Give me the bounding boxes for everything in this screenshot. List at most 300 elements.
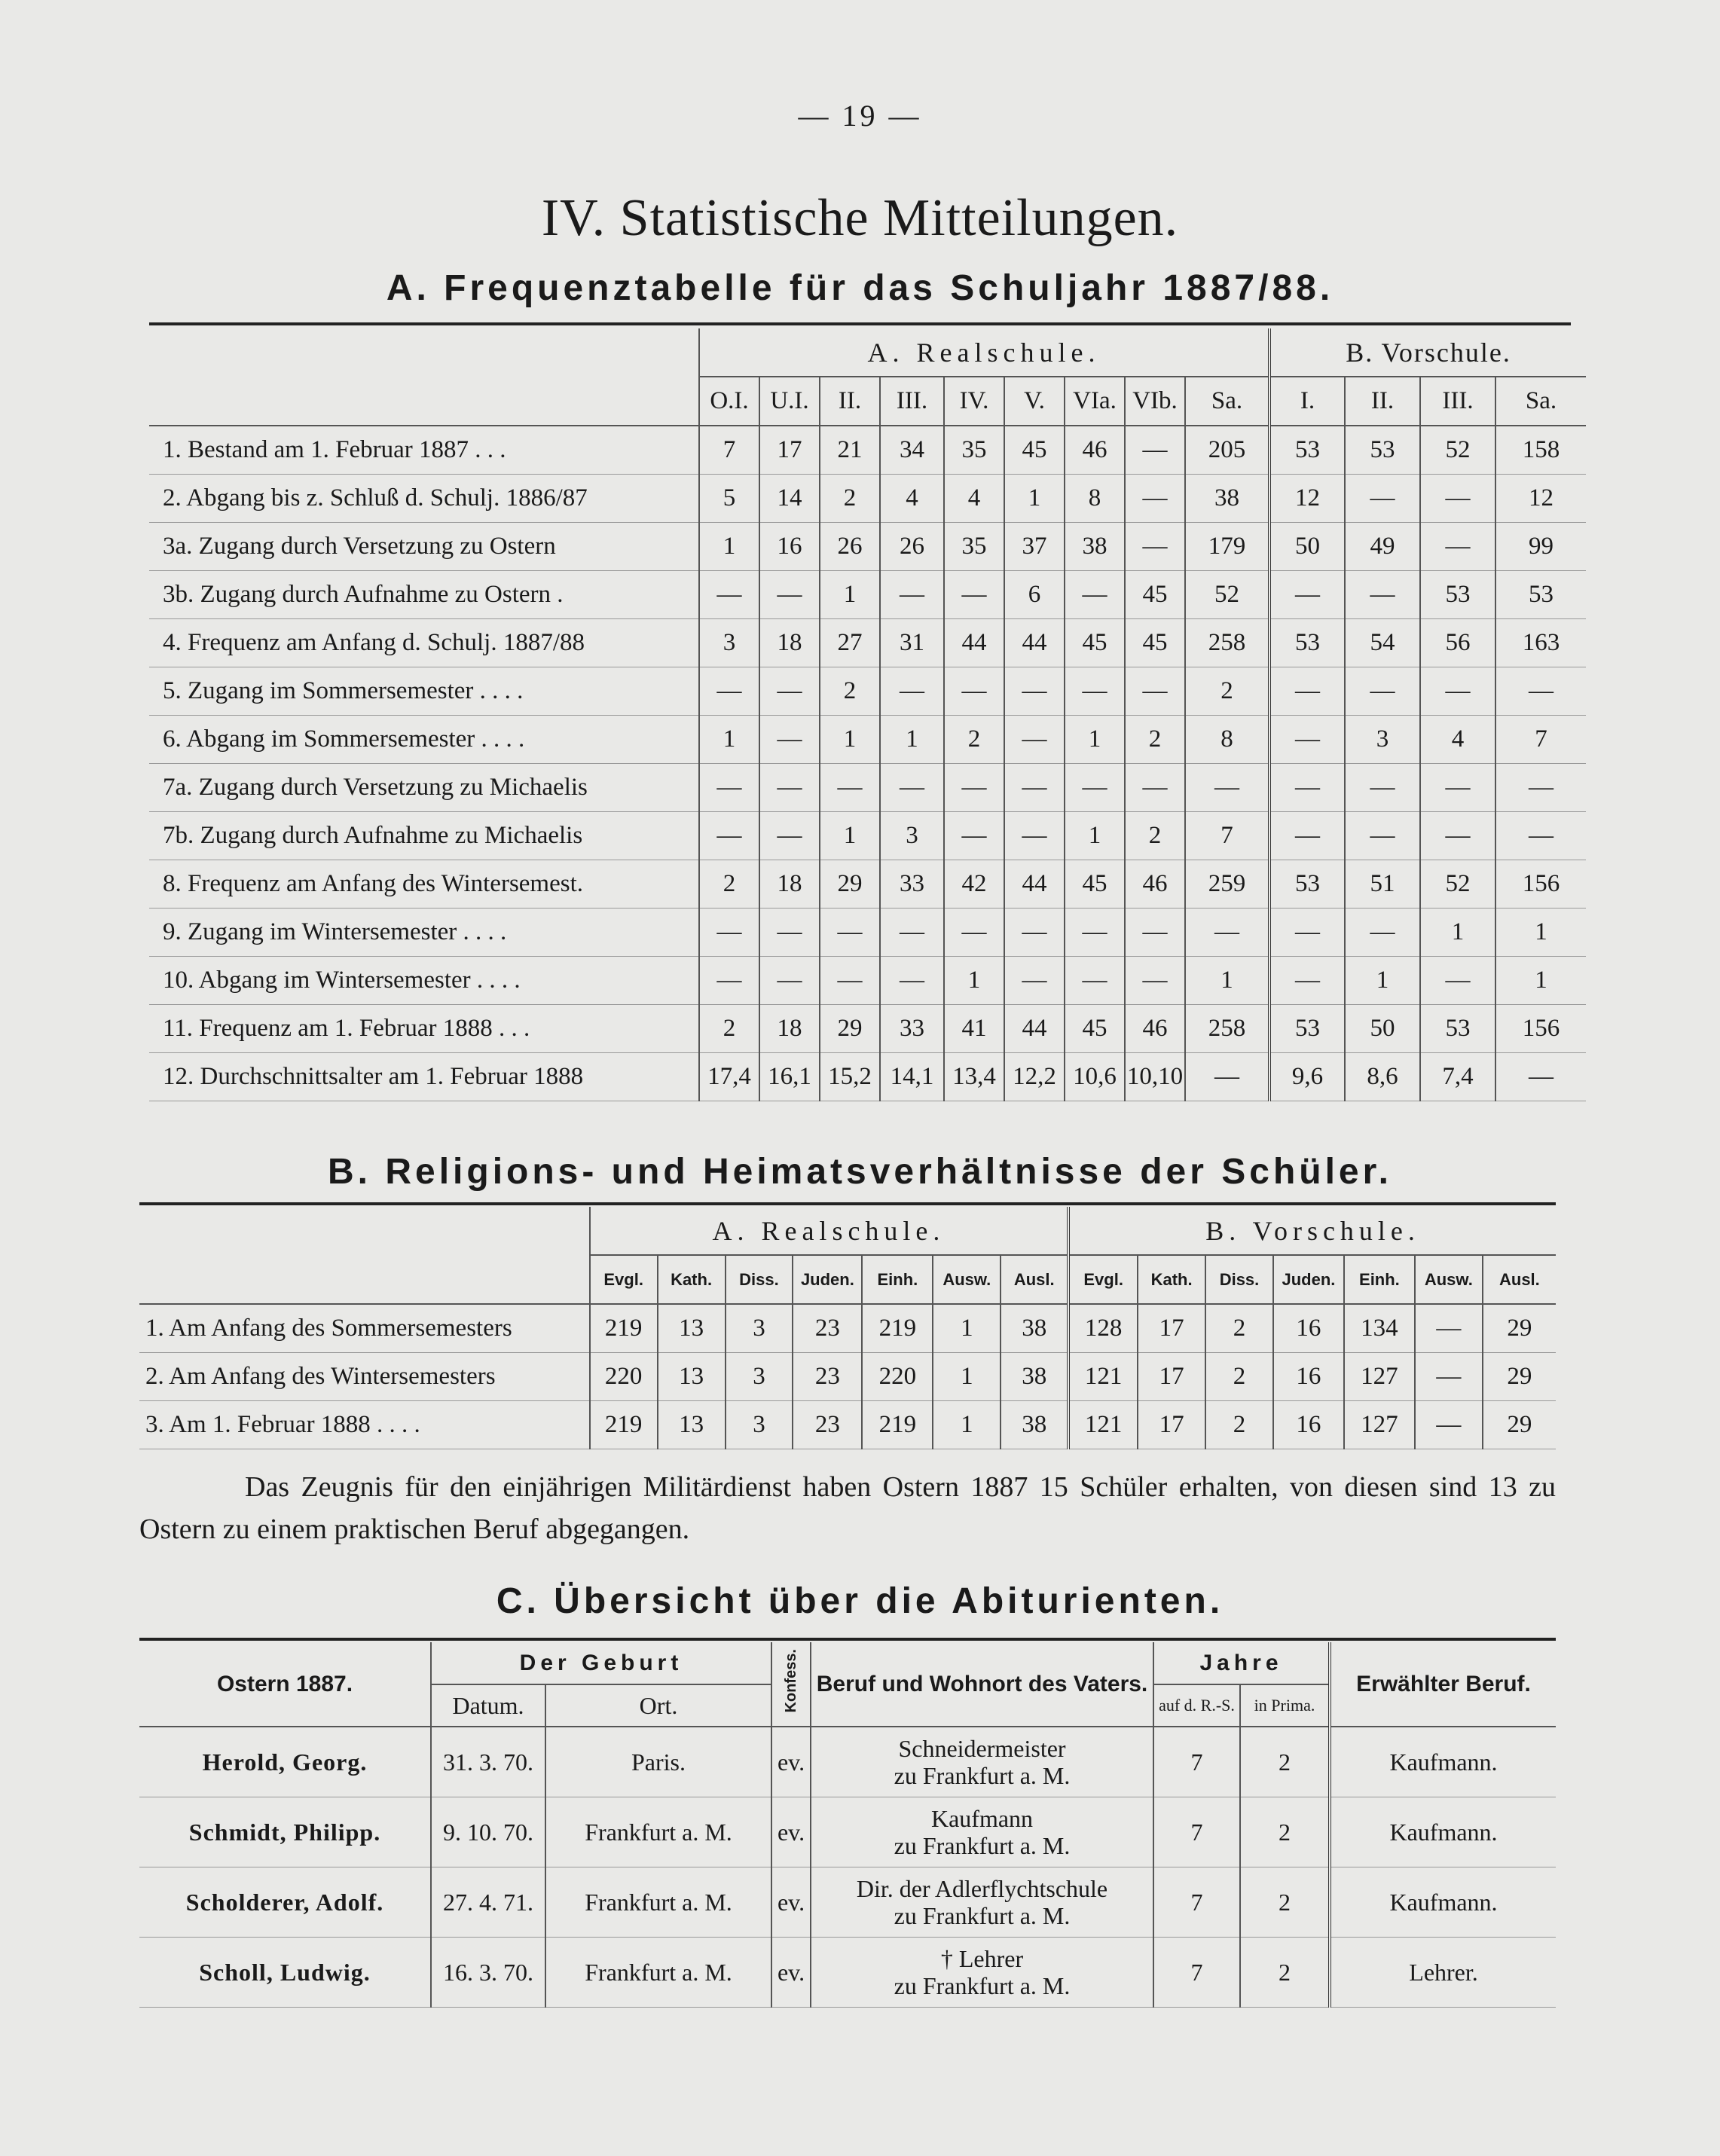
table-cell: 156 (1495, 860, 1586, 909)
table-row (149, 1005, 1586, 1053)
table-cell: 44 (1004, 860, 1065, 909)
table-cell: 10,6 (1065, 1053, 1125, 1101)
row-label: 11. Frequenz am 1. Februar 1888 . . . (149, 1005, 699, 1053)
years-prima: 2 (1240, 1727, 1330, 1797)
table-cell: 1 (933, 1401, 1001, 1449)
student-name: Scholderer, Adolf. (139, 1867, 431, 1938)
years-prima: 2 (1240, 1797, 1330, 1867)
page-title: IV. Statistische Mitteilungen. (541, 189, 1179, 247)
table-cell: 45 (1065, 1005, 1125, 1053)
table-cell: — (1065, 764, 1125, 812)
table-cell: — (1065, 909, 1125, 957)
table-cell: — (1415, 1401, 1483, 1449)
table-row (139, 1304, 1556, 1353)
birth-place: Paris. (545, 1727, 771, 1797)
table-cell: — (1345, 475, 1420, 523)
table-cell: 16 (759, 523, 820, 571)
table-row (149, 523, 1586, 571)
table-cell: 16 (1273, 1401, 1344, 1449)
table-cell: 17,4 (699, 1053, 759, 1101)
table-cell: — (1065, 571, 1125, 619)
table-cell: — (699, 909, 759, 957)
column-header: VIa. (1065, 377, 1125, 426)
table-cell: 15,2 (820, 1053, 880, 1101)
years-realschule: 7 (1153, 1938, 1240, 2008)
table-cell: 99 (1495, 523, 1586, 571)
table-cell: 29 (820, 860, 880, 909)
section-c-heading: C. Übersicht über die Abiturienten. (496, 1581, 1224, 1621)
table-cell: 53 (1269, 1005, 1345, 1053)
table-cell: — (1345, 667, 1420, 716)
column-header: Ausw. (1415, 1255, 1483, 1304)
header-auf: auf d. R.-S. (1153, 1684, 1240, 1727)
column-header: Kath. (1138, 1255, 1205, 1304)
chosen-profession: Kaufmann. (1330, 1867, 1556, 1938)
father-residence: zu Frankfurt a. M. (894, 1762, 1071, 1789)
column-header: Diss. (1205, 1255, 1273, 1304)
row-label: 3b. Zugang durch Aufnahme zu Ostern . (149, 571, 699, 619)
table-cell: 33 (880, 860, 944, 909)
table-cell: 163 (1495, 619, 1586, 667)
table-cell: — (820, 909, 880, 957)
table-row (149, 667, 1586, 716)
table-cell: 1 (820, 571, 880, 619)
table-cell: — (759, 909, 820, 957)
table-cell: — (1269, 957, 1345, 1005)
table-cell: 53 (1420, 571, 1495, 619)
table-cell: 29 (1483, 1304, 1556, 1353)
column-header: III. (1420, 377, 1495, 426)
column-header: Juden. (1273, 1255, 1344, 1304)
table-cell: 1 (1065, 812, 1125, 860)
table-cell: — (1185, 1053, 1269, 1101)
table-cell: — (1415, 1304, 1483, 1353)
table-cell: 34 (880, 426, 944, 475)
table-cell: — (1065, 957, 1125, 1005)
abiturienten-table (139, 1642, 1556, 2008)
table-cell: 26 (880, 523, 944, 571)
table-cell: 23 (793, 1353, 862, 1401)
table-cell: 2 (699, 1005, 759, 1053)
table-cell: 219 (590, 1401, 658, 1449)
table-cell: — (1495, 667, 1586, 716)
table-cell: 53 (1269, 426, 1345, 475)
table-cell: 3 (726, 1401, 793, 1449)
table-cell: 13 (658, 1304, 726, 1353)
table-cell: — (699, 667, 759, 716)
table-cell: — (1185, 909, 1269, 957)
table-cell: 1 (699, 523, 759, 571)
table-cell: — (944, 667, 1004, 716)
table-cell: 2 (1205, 1353, 1273, 1401)
table-cell: 52 (1185, 571, 1269, 619)
father-residence: zu Frankfurt a. M. (894, 1902, 1071, 1929)
years-prima: 2 (1240, 1867, 1330, 1938)
birth-place: Frankfurt a. M. (545, 1867, 771, 1938)
table-cell: — (1125, 909, 1185, 957)
table-cell: 53 (1269, 860, 1345, 909)
table-cell: — (699, 812, 759, 860)
row-label: 1. Am Anfang des Sommersemesters (139, 1304, 590, 1353)
table-cell: — (1125, 426, 1185, 475)
father-residence: zu Frankfurt a. M. (894, 1972, 1071, 1999)
row-label: 7a. Zugang durch Versetzung zu Michaelis (149, 764, 699, 812)
birth-date: 16. 3. 70. (431, 1938, 545, 2008)
column-header: VIb. (1125, 377, 1185, 426)
table-cell: — (759, 667, 820, 716)
table-cell: 258 (1185, 1005, 1269, 1053)
table-row (149, 764, 1586, 812)
father-profession: Dir. der Adlerflychtschule (856, 1875, 1108, 1902)
table-row (149, 1053, 1586, 1101)
table-cell: 23 (793, 1304, 862, 1353)
table-cell: — (1125, 667, 1185, 716)
table-cell: 45 (1065, 860, 1125, 909)
page-number: — 19 — (798, 99, 922, 133)
table-cell: 1 (933, 1304, 1001, 1353)
table-cell: — (699, 957, 759, 1005)
column-header: Evgl. (1068, 1255, 1138, 1304)
group-header-vorschule: B. Vorschule. (1269, 328, 1586, 377)
table-cell: — (759, 764, 820, 812)
table-cell: 14,1 (880, 1053, 944, 1101)
section-a-rule (149, 322, 1571, 325)
table-cell: — (1420, 812, 1495, 860)
column-header: II. (1345, 377, 1420, 426)
column-header: Ausl. (1483, 1255, 1556, 1304)
table-row (149, 716, 1586, 764)
table-row (149, 475, 1586, 523)
table-cell: — (1420, 667, 1495, 716)
table-cell: — (880, 957, 944, 1005)
table-row (139, 1727, 1556, 1797)
chosen-profession: Lehrer. (1330, 1938, 1556, 2008)
column-header: U.I. (759, 377, 820, 426)
table-cell: 205 (1185, 426, 1269, 475)
table-cell: 219 (862, 1401, 933, 1449)
header-in: in Prima. (1240, 1684, 1330, 1727)
row-label: 7b. Zugang durch Aufnahme zu Michaelis (149, 812, 699, 860)
table-cell: — (880, 571, 944, 619)
table-cell: 156 (1495, 1005, 1586, 1053)
table-cell: — (1495, 1053, 1586, 1101)
table-cell: 259 (1185, 860, 1269, 909)
header-birth: Der Geburt (431, 1642, 771, 1684)
table-cell: 52 (1420, 860, 1495, 909)
table-cell: — (759, 716, 820, 764)
table-b-corner (139, 1207, 590, 1304)
table-cell: 17 (759, 426, 820, 475)
table-cell: — (759, 812, 820, 860)
table-cell: 7 (1495, 716, 1586, 764)
table-cell: — (1269, 764, 1345, 812)
table-cell: 56 (1420, 619, 1495, 667)
table-cell: 12 (1495, 475, 1586, 523)
table-cell: 33 (880, 1005, 944, 1053)
table-cell: 14 (759, 475, 820, 523)
table-cell: 51 (1345, 860, 1420, 909)
table-cell: — (1004, 764, 1065, 812)
table-cell: 45 (1125, 619, 1185, 667)
konfession: ev. (771, 1797, 811, 1867)
table-cell: — (1004, 909, 1065, 957)
row-label: 9. Zugang im Wintersemester . . . . (149, 909, 699, 957)
row-label: 8. Frequenz am Anfang des Wintersemest. (149, 860, 699, 909)
table-cell: 38 (1001, 1353, 1068, 1401)
table-cell: 1 (1345, 957, 1420, 1005)
table-cell: 1 (1065, 716, 1125, 764)
table-cell: — (880, 764, 944, 812)
column-header: Einh. (1344, 1255, 1415, 1304)
years-realschule: 7 (1153, 1797, 1240, 1867)
table-cell: 23 (793, 1401, 862, 1449)
table-cell: 10,10 (1125, 1053, 1185, 1101)
column-header: IV. (944, 377, 1004, 426)
table-cell: 29 (1483, 1353, 1556, 1401)
table-cell: 219 (862, 1304, 933, 1353)
table-cell: — (1345, 764, 1420, 812)
table-cell: 13 (658, 1401, 726, 1449)
header-chosen: Erwählter Beruf. (1330, 1642, 1556, 1727)
table-cell: 35 (944, 523, 1004, 571)
table-cell: — (1269, 716, 1345, 764)
table-cell: 49 (1345, 523, 1420, 571)
section-b-rule (139, 1202, 1556, 1205)
table-cell: 127 (1344, 1353, 1415, 1401)
years-realschule: 7 (1153, 1727, 1240, 1797)
table-cell: 9,6 (1269, 1053, 1345, 1101)
table-cell: — (699, 764, 759, 812)
table-cell: 29 (1483, 1401, 1556, 1449)
table-cell: 127 (1344, 1401, 1415, 1449)
table-cell: — (944, 764, 1004, 812)
table-cell: — (820, 957, 880, 1005)
table-cell: — (1004, 667, 1065, 716)
table-cell: 219 (590, 1304, 658, 1353)
table-row (149, 812, 1586, 860)
table-cell: 258 (1185, 619, 1269, 667)
table-cell: 18 (759, 619, 820, 667)
table-cell: 3 (880, 812, 944, 860)
table-cell: 5 (699, 475, 759, 523)
father-cell (811, 1938, 1153, 2008)
row-label: 2. Am Anfang des Wintersemesters (139, 1353, 590, 1401)
table-cell: 2 (944, 716, 1004, 764)
table-cell: 17 (1138, 1304, 1205, 1353)
table-cell: 26 (820, 523, 880, 571)
table-cell: 18 (759, 860, 820, 909)
years-prima: 2 (1240, 1938, 1330, 2008)
group-header-vorschule-b: B. Vorschule. (1068, 1207, 1556, 1255)
student-name: Herold, Georg. (139, 1727, 431, 1797)
row-label: 4. Frequenz am Anfang d. Schulj. 1887/88 (149, 619, 699, 667)
table-cell: — (1004, 957, 1065, 1005)
row-label: 6. Abgang im Sommersemester . . . . (149, 716, 699, 764)
table-cell: 53 (1495, 571, 1586, 619)
table-a-corner (149, 328, 699, 426)
table-cell: — (880, 667, 944, 716)
table-cell: 50 (1345, 1005, 1420, 1053)
chosen-profession: Kaufmann. (1330, 1797, 1556, 1867)
table-cell: 21 (820, 426, 880, 475)
military-paragraph-text: Das Zeugnis für den einjährigen Militärdienst haben Ostern 1887 15 Schüler erhalten, von diesen sind 13 zu Ostern zu einem praktischen Beruf abgegangen. (139, 1471, 1556, 1545)
table-cell: — (1269, 909, 1345, 957)
table-cell: 12 (1269, 475, 1345, 523)
table-cell: 3 (699, 619, 759, 667)
table-cell: — (880, 909, 944, 957)
table-cell: 31 (880, 619, 944, 667)
header-term: Ostern 1887. (139, 1642, 431, 1727)
table-cell: 38 (1185, 475, 1269, 523)
table-cell: — (1420, 764, 1495, 812)
table-cell: 2 (699, 860, 759, 909)
table-cell: — (759, 571, 820, 619)
birth-date: 27. 4. 71. (431, 1867, 545, 1938)
table-cell: 2 (1205, 1401, 1273, 1449)
row-label: 2. Abgang bis z. Schluß d. Schulj. 1886/87 (149, 475, 699, 523)
table-cell: — (1269, 667, 1345, 716)
table-cell: 1 (1420, 909, 1495, 957)
table-cell: 2 (820, 475, 880, 523)
column-header: III. (880, 377, 944, 426)
table-cell: — (820, 764, 880, 812)
father-profession: † Lehrer (940, 1945, 1024, 1972)
table-cell: 44 (1004, 1005, 1065, 1053)
table-cell: 1 (933, 1353, 1001, 1401)
father-cell (811, 1867, 1153, 1938)
student-name: Schmidt, Philipp. (139, 1797, 431, 1867)
table-cell: 35 (944, 426, 1004, 475)
table-row (139, 1938, 1556, 2008)
table-cell: 1 (880, 716, 944, 764)
table-cell: 7 (699, 426, 759, 475)
header-father: Beruf und Wohnort des Vaters. (811, 1642, 1153, 1727)
table-cell: — (944, 571, 1004, 619)
table-cell: 16 (1273, 1304, 1344, 1353)
table-cell: 50 (1269, 523, 1345, 571)
birth-date: 9. 10. 70. (431, 1797, 545, 1867)
column-header: Evgl. (590, 1255, 658, 1304)
table-cell: 29 (820, 1005, 880, 1053)
table-cell: 1 (1495, 957, 1586, 1005)
table-row (149, 860, 1586, 909)
military-paragraph (139, 1466, 1556, 1550)
table-cell: — (759, 957, 820, 1005)
student-name: Scholl, Ludwig. (139, 1938, 431, 2008)
column-header: I. (1269, 377, 1345, 426)
header-konfess-label: Konfess. (782, 1649, 799, 1713)
table-cell: 17 (1138, 1353, 1205, 1401)
table-cell: 16,1 (759, 1053, 820, 1101)
father-profession: Schneidermeister (898, 1735, 1066, 1762)
header-konfess (771, 1642, 811, 1727)
table-cell: 52 (1420, 426, 1495, 475)
table-row (149, 426, 1586, 475)
table-row (139, 1797, 1556, 1867)
table-cell: 220 (862, 1353, 933, 1401)
row-label: 3. Am 1. Februar 1888 . . . . (139, 1401, 590, 1449)
birth-date: 31. 3. 70. (431, 1727, 545, 1797)
table-row (149, 957, 1586, 1005)
frequency-table (149, 328, 1586, 1101)
table-cell: 8 (1185, 716, 1269, 764)
table-cell: — (1125, 475, 1185, 523)
table-cell: 38 (1001, 1401, 1068, 1449)
column-header: Sa. (1495, 377, 1586, 426)
row-label: 12. Durchschnittsalter am 1. Februar 1888 (149, 1053, 699, 1101)
konfession: ev. (771, 1867, 811, 1938)
table-cell: 7,4 (1420, 1053, 1495, 1101)
section-b-heading: B. Religions- und Heimatsverhältnisse der Schüler. (328, 1152, 1392, 1192)
table-row (149, 909, 1586, 957)
table-cell: — (1185, 764, 1269, 812)
table-cell: 7 (1185, 812, 1269, 860)
father-residence: zu Frankfurt a. M. (894, 1832, 1071, 1859)
table-cell: 1 (944, 957, 1004, 1005)
table-row (139, 1353, 1556, 1401)
table-row (139, 1401, 1556, 1449)
table-cell: — (1125, 764, 1185, 812)
row-label: 3a. Zugang durch Versetzung zu Ostern (149, 523, 699, 571)
table-cell: 3 (726, 1353, 793, 1401)
table-cell: 1 (1495, 909, 1586, 957)
table-cell: 1 (1185, 957, 1269, 1005)
table-cell: 53 (1269, 619, 1345, 667)
table-cell: 3 (726, 1304, 793, 1353)
father-profession: Kaufmann (930, 1805, 1034, 1832)
table-cell: 53 (1345, 426, 1420, 475)
table-cell: 17 (1138, 1401, 1205, 1449)
table-cell: — (1125, 523, 1185, 571)
table-cell: — (1345, 571, 1420, 619)
table-cell: — (1269, 571, 1345, 619)
table-cell: 46 (1125, 1005, 1185, 1053)
group-header-realschule: A. Realschule. (699, 328, 1269, 377)
table-cell: 1 (699, 716, 759, 764)
table-cell: — (1495, 812, 1586, 860)
table-cell: — (699, 571, 759, 619)
table-cell: — (1420, 523, 1495, 571)
table-cell: 46 (1065, 426, 1125, 475)
column-header: Ausw. (933, 1255, 1001, 1304)
birth-place: Frankfurt a. M. (545, 1797, 771, 1867)
table-row (149, 571, 1586, 619)
table-cell: 158 (1495, 426, 1586, 475)
konfession: ev. (771, 1938, 811, 2008)
table-cell: — (1415, 1353, 1483, 1401)
table-cell: 134 (1344, 1304, 1415, 1353)
konfession: ev. (771, 1727, 811, 1797)
table-cell: 54 (1345, 619, 1420, 667)
table-cell: — (944, 812, 1004, 860)
table-cell: — (944, 909, 1004, 957)
column-header: Diss. (726, 1255, 793, 1304)
table-cell: 27 (820, 619, 880, 667)
column-header: Ausl. (1001, 1255, 1068, 1304)
table-cell: 2 (1125, 812, 1185, 860)
table-cell: 220 (590, 1353, 658, 1401)
table-cell: 45 (1065, 619, 1125, 667)
table-cell: — (1345, 812, 1420, 860)
chosen-profession: Kaufmann. (1330, 1727, 1556, 1797)
header-date: Datum. (431, 1684, 545, 1727)
table-cell: — (1065, 667, 1125, 716)
table-cell: 8,6 (1345, 1053, 1420, 1101)
table-cell: — (1495, 764, 1586, 812)
table-cell: 2 (820, 667, 880, 716)
table-cell: 1 (820, 716, 880, 764)
table-cell: 2 (1205, 1304, 1273, 1353)
